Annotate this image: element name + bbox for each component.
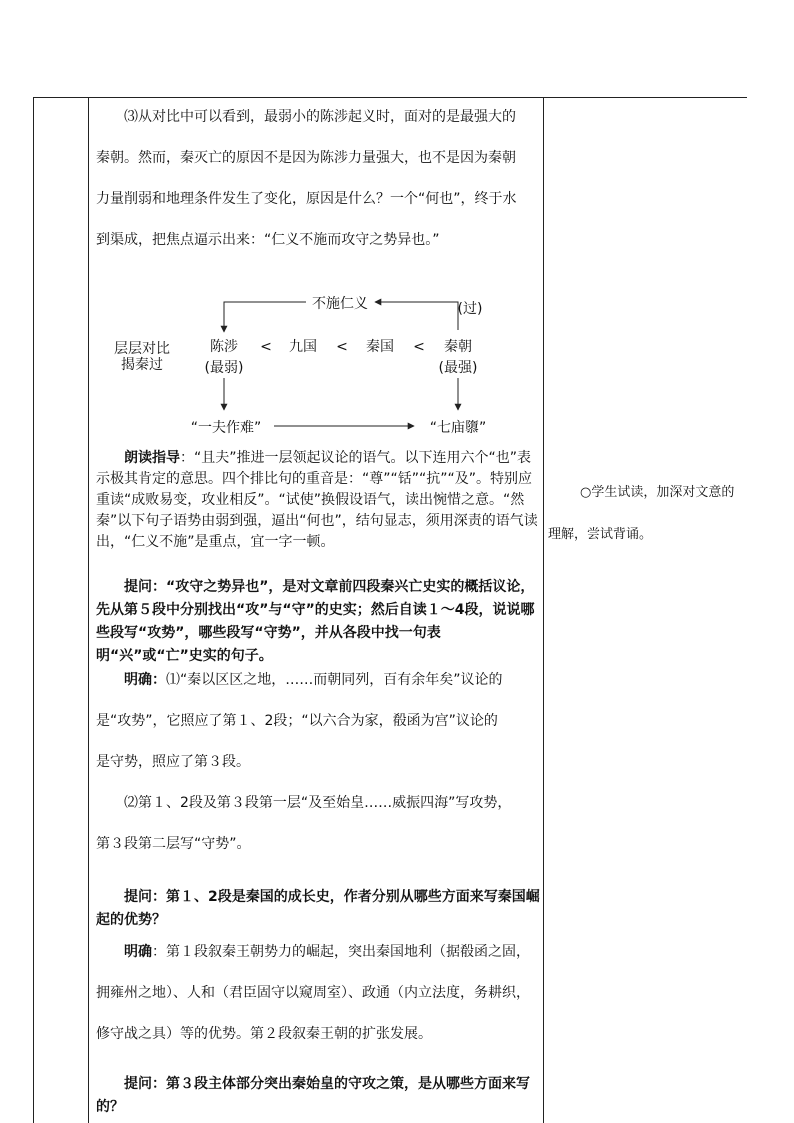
- answer-2: 明确：第１段叙秦王朝势力的崛起，突出秦国地利（据殽函之固， 拥雍州之地）、人和（君臣固守以窥周室）、政通（内立法度，务耕织， 修守战之具）等的优势。第２段叙秦王朝的扩张发展。: [96, 932, 542, 1055]
- no-benevolence-label: 不施仁义: [312, 296, 368, 312]
- seven-temples-label: “七庙隳”: [429, 420, 487, 436]
- qin-dynasty-node: 秦朝: [444, 339, 472, 355]
- layered-contrast-label: 层层对比: [114, 341, 170, 357]
- column-divider-2: [543, 97, 544, 1123]
- text-line: 第３段第二层写“守势”。: [96, 836, 251, 852]
- qin-state-node: 秦国: [366, 339, 394, 355]
- reveal-qin-fault-label: 揭秦过: [121, 357, 163, 373]
- comparison-diagram: [96, 285, 542, 440]
- arrow-qin-to-benevolence: [375, 302, 458, 330]
- text-line: 拥雍州之地）、人和（君臣固守以窥周室）、政通（内立法度，务耕织，: [96, 985, 530, 1001]
- table-left-border: [33, 97, 34, 1123]
- text-line: 修守战之具）等的优势。第２段叙秦王朝的扩张发展。: [96, 1026, 432, 1042]
- strongest-label: (最强): [438, 360, 478, 376]
- nine-states-node: 九国: [289, 339, 317, 355]
- less-than-sign: <: [336, 339, 348, 355]
- question-1: 提问：“攻守之势异也”，是对文章前四段秦兴亡史实的概括议论，先从第５段中分别找出“攻”与“守”的史实；然后自读１～4段，说说哪些段写“攻势”，哪些段写“守势”，并从各段中找一句表明“兴”或“亡”史实的句子。: [96, 579, 535, 664]
- analysis-paragraph: [96, 97, 542, 261]
- reading-guidance-heading: 朗读指导: [124, 450, 180, 466]
- one-man-revolt-label: “一夫作难”: [190, 420, 262, 436]
- column-divider-1: [88, 97, 89, 1123]
- arrow-benevolence-to-chen: [224, 302, 306, 332]
- chen-she-node: 陈涉: [210, 339, 238, 355]
- weakest-label: (最弱): [204, 360, 244, 376]
- question-2: 提问：第１、2段是秦国的成长史，作者分别从哪些方面来写秦国崛起的优势？: [96, 889, 540, 928]
- reading-guidance-text: ：“且夫”推进一层领起议论的语气。以下连用六个“也”表示极其肯定的意思。四个排比句的重音是：“尊”“铦”“抗”“及”。特别应重读“成败易变，攻业相反”。“试使”换假设语气，读出惋惜之意。“然秦”以下句子语势由弱到强，逼出“何也”，结句显志，须用深责的语气读出，“仁义不施”是重点，宜一字一顿。: [96, 450, 538, 550]
- text-line: ⑶从对比中可以看到，最弱小的陈涉起义时，面对的是最强大的: [124, 109, 516, 125]
- text-line: 是守势，照应了第３段。: [96, 754, 250, 770]
- answer-2-heading: 明确: [124, 944, 152, 960]
- text-line: 是“攻势”，它照应了第１、2段；“以六合为家，殽函为宫”议论的: [96, 713, 498, 729]
- text-line: ⑵第１、2段及第３段第一层“及至始皇……威振四海”写攻势，: [124, 795, 512, 811]
- answer-1: 明确：⑴“秦以区区之地，……而朝同列，百有余年矣”议论的 是“攻势”，它照应了第１、2段；“以六合为家，殽函为宫”议论的 是守势，照应了第３段。 ⑵第１、2段及第３段第一层“及至始皇……威振四海”写攻势， 第３段第二层写“守势”。: [96, 660, 542, 865]
- less-than-sign: <: [260, 339, 272, 355]
- fault-label: (过): [457, 301, 483, 317]
- text-line: 秦朝。然而，秦灭亡的原因不是因为陈涉力量强大，也不是因为秦朝: [96, 150, 516, 166]
- answer-1-heading: 明确：: [124, 672, 166, 688]
- text-line: 到渠成，把焦点逼示出来：“仁义不施而攻守之势异也。”: [96, 232, 440, 248]
- less-than-sign: <: [413, 339, 425, 355]
- text-line: 力量削弱和地理条件发生了变化，原因是什么？一个“何也”，终于水: [96, 191, 517, 207]
- reading-guidance: [96, 448, 542, 553]
- student-activity-note: ○学生试读，加深对文意的 理解，尝试背诵。: [548, 485, 735, 542]
- question-3: 提问：第３段主体部分突出秦始皇的守攻之策，是从哪些方面来写的？: [96, 1076, 530, 1115]
